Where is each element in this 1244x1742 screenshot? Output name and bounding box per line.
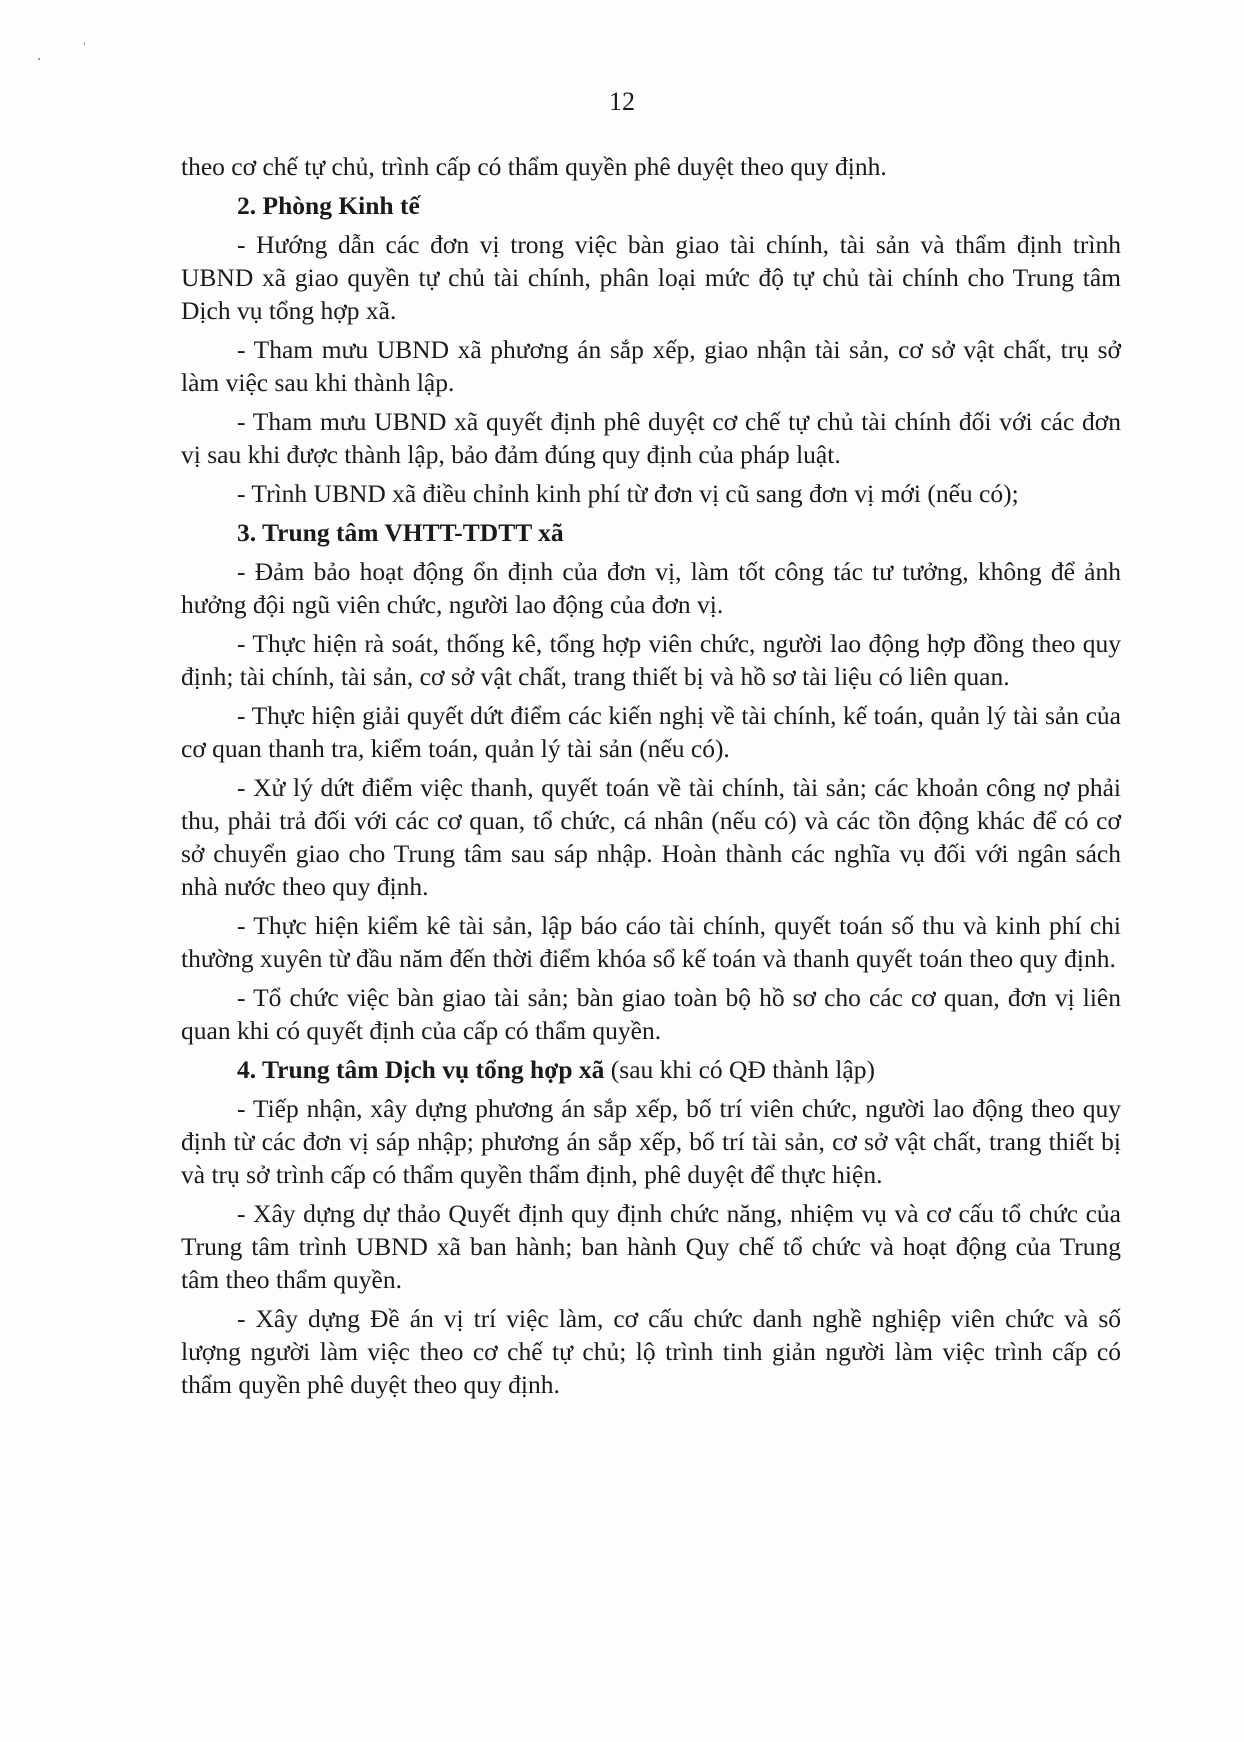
section-heading-title: 4. Trung tâm Dịch vụ tổng hợp xã <box>237 1055 605 1084</box>
section-heading <box>181 1053 1121 1086</box>
paragraph: - Thực hiện rà soát, thống kê, tổng hợp viên chức, người lao động hợp đồng theo quy định; tài chính, tài sản, cơ sở vật chất, trang thiết bị và hồ sơ tài liệu có liên quan. <box>181 629 1121 691</box>
paragraph: - Xây dựng dự thảo Quyết định quy định chức năng, nhiệm vụ và cơ cấu tổ chức của Trung tâm trình UBND xã ban hành; ban hành Quy chế tổ chức và hoạt động của Trung tâm theo thẩm quyền. <box>181 1199 1121 1294</box>
scan-speck <box>38 58 40 60</box>
section-heading-note: (sau khi có QĐ thành lập) <box>604 1055 875 1084</box>
paragraph: - Hướng dẫn các đơn vị trong việc bàn giao tài chính, tài sản và thẩm định trình UBND xã giao quyền tự chủ tài chính, phân loại mức độ tự chủ tài chính cho Trung tâm Dịch vụ tổng hợp xã. <box>181 230 1121 325</box>
document-body <box>181 150 1121 1407</box>
paragraph: - Thực hiện kiểm kê tài sản, lập báo cáo tài chính, quyết toán số thu và kinh phí chi thường xuyên từ đầu năm đến thời điểm khóa sổ kế toán và thanh quyết toán theo quy định. <box>181 911 1121 973</box>
section-heading: 2. Phòng Kinh tế <box>237 191 420 220</box>
paragraph: - Tham mưu UBND xã quyết định phê duyệt cơ chế tự chủ tài chính đối với các đơn vị sau khi được thành lập, bảo đảm đúng quy định của pháp luật. <box>181 407 1121 469</box>
paragraph: - Tổ chức việc bàn giao tài sản; bàn giao toàn bộ hồ sơ cho các cơ quan, đơn vị liên quan khi có quyết định của cấp có thẩm quyền. <box>181 983 1121 1045</box>
paragraph: - Thực hiện giải quyết dứt điểm các kiến nghị về tài chính, kế toán, quản lý tài sản của cơ quan thanh tra, kiểm toán, quản lý tài sản (nếu có). <box>181 701 1121 763</box>
paragraph: - Tham mưu UBND xã phương án sắp xếp, giao nhận tài sản, cơ sở vật chất, trụ sở làm việc sau khi thành lập. <box>181 335 1121 397</box>
paragraph: - Xử lý dứt điểm việc thanh, quyết toán về tài chính, tài sản; các khoản công nợ phải thu, phải trả đối với các cơ quan, tổ chức, cá nhân (nếu có) và các tồn động khác để có cơ sở chuyển giao cho Trung tâm sau sáp nhập. Hoàn thành các nghĩa vụ đối với ngân sách nhà nước theo quy định. <box>181 773 1121 901</box>
paragraph: - Trình UBND xã điều chỉnh kinh phí từ đơn vị cũ sang đơn vị mới (nếu có); <box>237 479 1019 508</box>
scan-speck <box>84 42 85 45</box>
paragraph: - Xây dựng Đề án vị trí việc làm, cơ cấu chức danh nghề nghiệp viên chức và số lượng người làm việc theo cơ chế tự chủ; lộ trình tinh giản người làm việc trình cấp có thẩm quyền phê duyệt theo quy định. <box>181 1304 1121 1399</box>
page-number: 12 <box>609 87 635 116</box>
paragraph: - Đảm bảo hoạt động ổn định của đơn vị, làm tốt công tác tư tưởng, không để ảnh hưởng đội ngũ viên chức, người lao động của đơn vị. <box>181 557 1121 619</box>
paragraph: theo cơ chế tự chủ, trình cấp có thẩm quyền phê duyệt theo quy định. <box>181 152 887 181</box>
paragraph: - Tiếp nhận, xây dựng phương án sắp xếp, bố trí viên chức, người lao động theo quy định từ các đơn vị sáp nhập; phương án sắp xếp, bố trí tài sản, cơ sở vật chất, trang thiết bị và trụ sở trình cấp có thẩm quyền thẩm định, phê duyệt để thực hiện. <box>181 1094 1121 1189</box>
section-heading: 3. Trung tâm VHTT-TDTT xã <box>237 518 564 547</box>
